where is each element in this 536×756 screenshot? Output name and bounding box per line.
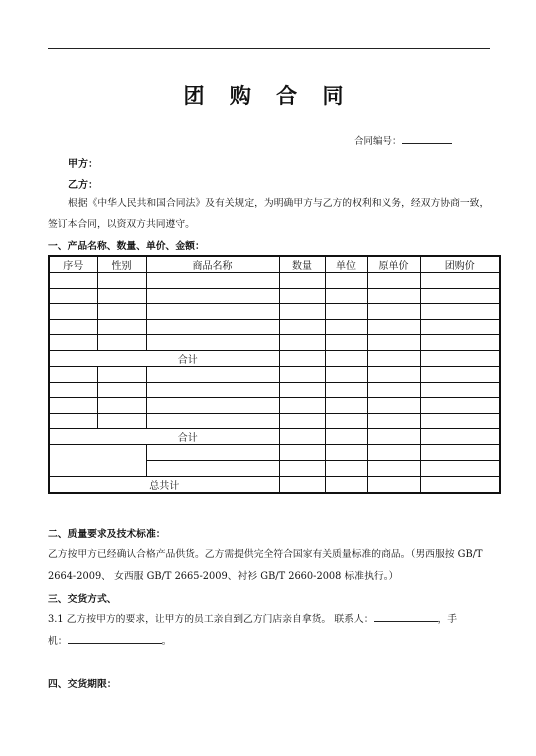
table-cell (97, 304, 146, 320)
table-cell (279, 445, 325, 461)
table-cell (279, 335, 325, 351)
table-row (49, 273, 500, 289)
col-header: 单位 (325, 256, 367, 273)
table-cell (49, 413, 97, 429)
table-cell (367, 398, 420, 414)
table-row (49, 445, 500, 461)
subtotal-row (49, 429, 500, 445)
table-cell (49, 304, 97, 320)
section-1-heading: 一、产品名称、数量、单价、金额： (48, 241, 205, 252)
table-cell (279, 382, 325, 398)
table-cell (325, 319, 367, 335)
table-cell (49, 335, 97, 351)
table-cell (146, 273, 279, 289)
table-cell (420, 398, 500, 414)
table-cell (367, 445, 420, 461)
table-cell (49, 319, 97, 335)
table-cell (367, 382, 420, 398)
table-cell (97, 319, 146, 335)
product-table (48, 255, 501, 494)
table-cell (279, 460, 325, 476)
party-b-label: 乙方： (68, 180, 98, 191)
table-cell (97, 366, 146, 382)
contract-number-label: 合同编号： (354, 136, 402, 147)
table-cell (49, 273, 97, 289)
table-cell (146, 445, 279, 461)
table-cell (97, 382, 146, 398)
table-cell (325, 398, 367, 414)
table-cell (279, 273, 325, 289)
table-cell (325, 288, 367, 304)
phone-label: 机： (48, 636, 68, 647)
table-header-row (49, 256, 500, 273)
delivery-paragraph (48, 609, 492, 653)
merged-cell (49, 445, 146, 476)
table-cell (325, 476, 367, 493)
table-cell (367, 366, 420, 382)
table-cell (97, 335, 146, 351)
col-header: 性别 (97, 256, 146, 273)
col-header: 团购价 (420, 256, 500, 273)
table-row (49, 288, 500, 304)
subtotal-label: 合计 (49, 429, 279, 445)
grand-total-label: 总共计 (49, 476, 279, 493)
table-cell (146, 304, 279, 320)
table-cell (279, 319, 325, 335)
table-row (49, 335, 500, 351)
table-cell (49, 398, 97, 414)
table-cell (325, 382, 367, 398)
quality-paragraph: 乙方按甲方已经确认合格产品供货。乙方需提供完全符合国家有关质量标准的商品。（男西服按 GB/T 2664-2009、 女西服 GB/T 2665-2009、衬衫 GB/T 2660-2008 标准执行。） (48, 549, 483, 582)
intro-paragraph: 根据《中华人民共和国合同法》及有关规定，为明确甲方与乙方的权利和义务，经双方协商一致，签订本合同，以资双方共同遵守。 (48, 198, 490, 230)
table-cell (146, 460, 279, 476)
table-cell (420, 445, 500, 461)
table-cell (420, 288, 500, 304)
table-cell (325, 366, 367, 382)
contract-number-blank (402, 133, 452, 144)
table-row (49, 413, 500, 429)
table-cell (420, 382, 500, 398)
phone-blank (68, 633, 162, 644)
subtotal-label: 合计 (49, 350, 279, 366)
table-cell (367, 319, 420, 335)
table-cell (420, 273, 500, 289)
table-cell (420, 476, 500, 493)
delivery-text: 3.1 乙方按甲方的要求，让甲方的员工亲自到乙方门店亲自拿货。 联系人： (48, 614, 374, 625)
table-cell (325, 304, 367, 320)
table-cell (367, 476, 420, 493)
table-cell (367, 335, 420, 351)
table-cell (146, 335, 279, 351)
table-cell (279, 429, 325, 445)
table-cell (325, 273, 367, 289)
table-cell (420, 319, 500, 335)
col-header: 原单价 (367, 256, 420, 273)
table-cell (325, 445, 367, 461)
table-cell (97, 398, 146, 414)
table-cell (325, 335, 367, 351)
table-cell (420, 366, 500, 382)
header-rule (48, 48, 490, 49)
section-3-heading: 三、交货方式、 (48, 594, 117, 605)
table-cell (146, 288, 279, 304)
section-2-heading: 二、质量要求及技术标准： (48, 529, 166, 540)
table-cell (279, 366, 325, 382)
table-cell (279, 413, 325, 429)
table-cell (420, 413, 500, 429)
table-cell (146, 382, 279, 398)
phone-suffix: ，手 (437, 614, 458, 625)
table-cell (325, 429, 367, 445)
table-row (49, 398, 500, 414)
contract-number (354, 133, 452, 147)
col-header: 数量 (279, 256, 325, 273)
table-cell (279, 350, 325, 366)
col-header: 序号 (49, 256, 97, 273)
table-cell (279, 476, 325, 493)
table-cell (325, 460, 367, 476)
table-row (49, 304, 500, 320)
table-cell (420, 429, 500, 445)
table-cell (279, 398, 325, 414)
table-cell (97, 413, 146, 429)
party-a-label: 甲方： (68, 159, 98, 170)
table-row (49, 366, 500, 382)
table-cell (420, 460, 500, 476)
table-cell (146, 319, 279, 335)
table-cell (49, 366, 97, 382)
col-header: 商品名称 (146, 256, 279, 273)
table-row (49, 382, 500, 398)
contact-blank (374, 611, 438, 622)
table-row (49, 319, 500, 335)
table-cell (97, 273, 146, 289)
table-cell (146, 413, 279, 429)
grand-total-row (49, 476, 500, 493)
period: 。 (161, 636, 172, 647)
document-title: 团 购 合 同 (183, 84, 353, 108)
table-cell (325, 413, 367, 429)
table-cell (146, 398, 279, 414)
table-cell (146, 366, 279, 382)
table-cell (367, 350, 420, 366)
table-cell (49, 382, 97, 398)
table-cell (49, 288, 97, 304)
table-cell (420, 350, 500, 366)
table-cell (97, 288, 146, 304)
table-cell (367, 288, 420, 304)
table-cell (420, 304, 500, 320)
table-cell (279, 304, 325, 320)
table-cell (367, 460, 420, 476)
subtotal-row (49, 350, 500, 366)
table-cell (367, 273, 420, 289)
section-4-heading: 四、交货期限： (48, 679, 117, 690)
table-cell (367, 304, 420, 320)
table-cell (279, 288, 325, 304)
table-cell (420, 335, 500, 351)
table-cell (367, 413, 420, 429)
table-cell (325, 350, 367, 366)
table-cell (367, 429, 420, 445)
